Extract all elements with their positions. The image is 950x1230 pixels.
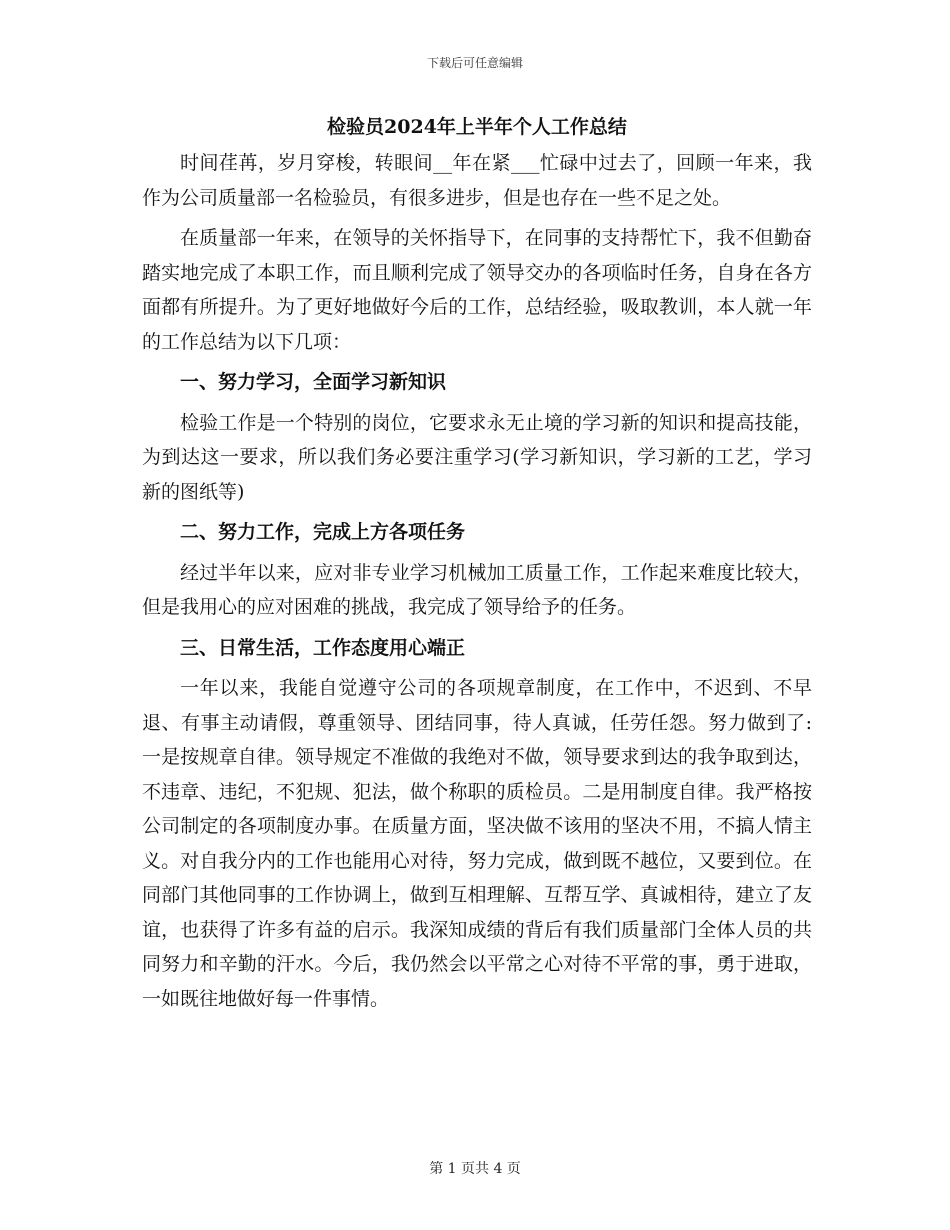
paragraph-attitude: 一年以来，我能自觉遵守公司的各项规章制度，在工作中，不迟到、不早退、有事主动请假，尊重领导、团结同事，待人真诚，任劳任怨。努力做到了:一是按规章自律。领导规定不准做的我绝对不做，领导要求到达的我争取到达，不违章、违纪，不犯规、犯法，做个称职的质检员。二是用制度自律。我严格按公司制定的各项制度办事。在质量方面，坚决做不该用的坚决不用，不搞人情主义。对自我分内的工作也能用心对待，努力完成，做到既不越位，又要到位。在同部门其他同事的工作协调上，做到互相理解、互帮互学、真诚相待，建立了友谊，也获得了许多有益的启示。我深知成绩的背后有我们质量部门全体人员的共同努力和辛勤的汗水。今后，我仍然会以平常之心对待不平常的事，勇于进取，一如既往地做好每一件事情。 (142, 677, 812, 1010)
section-heading-work: 二、努力工作，完成上方各项任务 (180, 521, 466, 543)
document-body (142, 110, 812, 1022)
paragraph-intro: 时间荏苒，岁月穿梭，转眼间__年在紧___忙碌中过去了，回顾一年来，我作为公司质量部一名检验员，有很多进步，但是也存在一些不足之处。 (142, 152, 812, 209)
section-heading-attitude: 三、日常生活，工作态度用心端正 (180, 636, 466, 659)
section-heading-study: 一、努力学习，全面学习新知识 (180, 371, 447, 393)
paragraph-overview: 在质量部一年来，在领导的关怀指导下，在同事的支持帮忙下，我不但勤奋踏实地完成了本职工作，而且顺利完成了领导交办的各项临时任务，自身在各方面都有所提升。为了更好地做好今后的工作，总结经验，吸取教训，本人就一年的工作总结为以下几项： (142, 227, 812, 353)
document-title: 检验员2024年上半年个人工作总结 (327, 116, 627, 138)
page-number-footer: 第 1 页共 4 页 (429, 1161, 521, 1177)
header-note: 下载后可任意编辑 (426, 56, 523, 70)
paragraph-work: 经过半年以来，应对非专业学习机械加工质量工作，工作起来难度比较大，但是我用心的应对困难的挑战，我完成了领导给予的任务。 (142, 561, 812, 618)
paragraph-study: 检验工作是一个特别的岗位，它要求永无止境的学习新的知识和提高技能，为到达这一要求，所以我们务必要注重学习(学习新知识，学习新的工艺，学习新的图纸等) (142, 411, 812, 503)
